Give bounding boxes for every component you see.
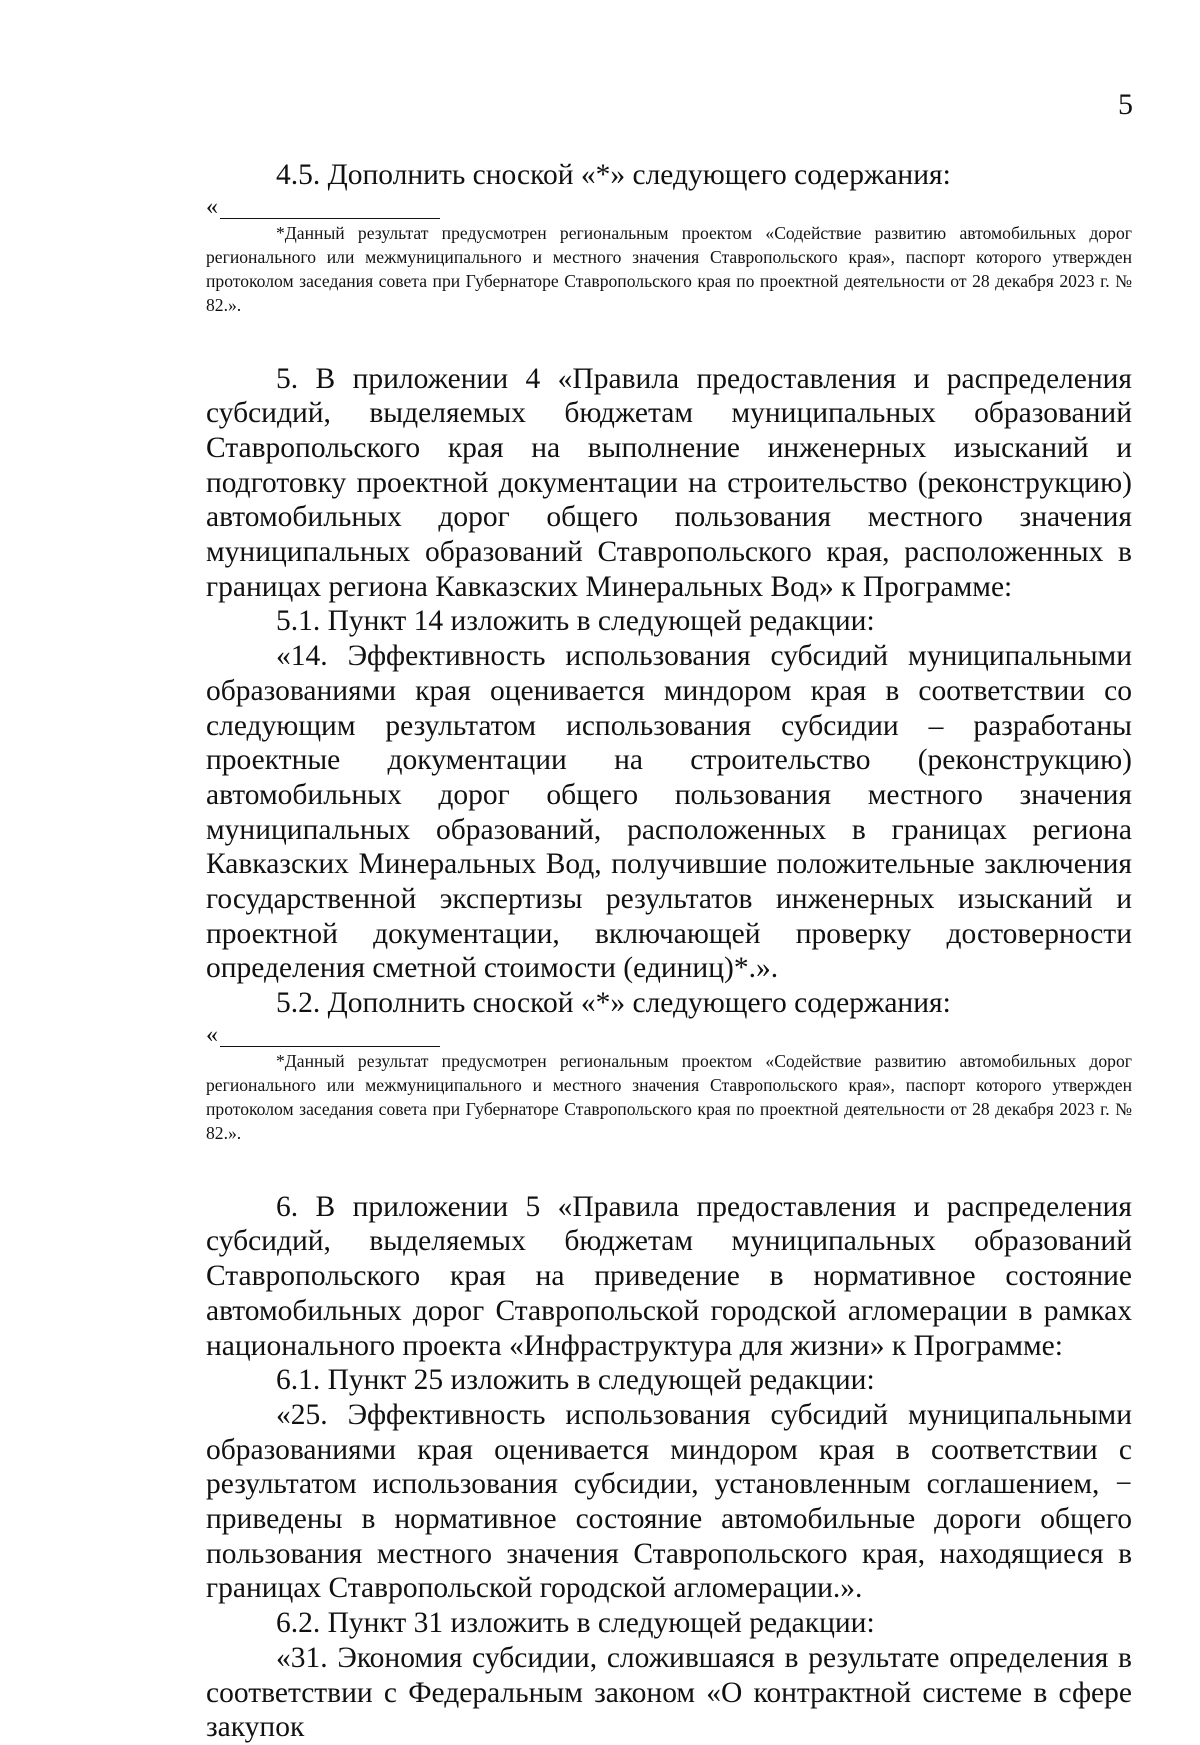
paragraph-item-14: «14. Эффективность использования субсидий муниципальными образованиями края оценивается миндором края в соответствии со следующим результатом использования субсидии – разработаны проектные документации на строительство (реконструкцию) автомобильных дорог общего пользования местного значения муниципальных образований, расположенных в границах региона Кавказских Минеральных Вод, получившие положительные заключения государственной экспертизы результатов инженерных изысканий и проектной документации, включающей проверку достоверности определения сметной стоимости (единиц)*.». [206, 640, 1132, 985]
footnote-text-1: *Данный результат предусмотрен региональным проектом «Содействие развитию автомобильных дорог регионального или межмуниципального и местного значения Ставропольского края», паспорт которого утвержден протоколом заседания совета при Губернаторе Ставропольского края по проектной деятельности от 28 декабря 2023 г. № 82.». [206, 222, 1132, 316]
paragraph-item-25: «25. Эффективность использования субсидий муниципальными образованиями края оценивается миндором края в соответствии с результатом использования субсидии, установленным соглашением, − приведены в нормативное состояние автомобильные дороги общего пользования местного значения Ставропольского края, находящиеся в границах Ставропольской городской агломерации.». [206, 1398, 1132, 1605]
footnote-text-2: *Данный результат предусмотрен региональным проектом «Содействие развитию автомобильных дорог регионального или межмуниципального и местного значения Ставропольского края», паспорт которого утвержден протоколом заседания совета при Губернаторе Ставропольского края по проектной деятельности от 28 декабря 2023 г. № 82.». [206, 1050, 1132, 1144]
page-number: 5 [1118, 88, 1133, 121]
footnote-separator-line [220, 1036, 440, 1047]
footnote-separator-line [220, 208, 440, 219]
paragraph-5: 5. В приложении 4 «Правила предоставления и распределения субсидий, выделяемых бюджетам муниципальных образований Ставропольского края на выполнение инженерных изысканий и подготовку проектной документации на строительство (реконструкцию) автомобильных дорог общего пользования местного значения муниципальных образований Ставропольского края, расположенных в границах региона Кавказских Минеральных Вод» к Программе: [206, 362, 1132, 603]
footnote-opening-1 [206, 195, 1132, 219]
paragraph-6: 6. В приложении 5 «Правила предоставления и распределения субсидий, выделяемых бюджетам муниципальных образований Ставропольского края на приведение в нормативное состояние автомобильных дорог Ставропольской городской агломерации в рамках национального проекта «Инфраструктура для жизни» к Программе: [206, 1190, 1132, 1362]
paragraph-5-2: 5.2. Дополнить сноской «*» следующего содержания: [276, 987, 951, 1020]
paragraph-6-2: 6.2. Пункт 31 изложить в следующей редакции: [276, 1607, 875, 1640]
paragraph-5-1: 5.1. Пункт 14 изложить в следующей редакции: [276, 605, 875, 638]
footnote-open-quote: « [206, 193, 218, 220]
paragraph-item-31: «31. Экономия субсидии, сложившаяся в результате определения в соответствии с Федеральным законом «О контрактной системе в сфере закупок [206, 1641, 1132, 1744]
document-body [206, 158, 1132, 1745]
footnote-opening-2 [206, 1023, 1132, 1047]
spacer [206, 318, 1132, 362]
footnote-open-quote: « [206, 1021, 218, 1048]
paragraph-6-1: 6.1. Пункт 25 изложить в следующей редакции: [276, 1364, 875, 1397]
spacer [206, 1146, 1132, 1190]
paragraph-4-5: 4.5. Дополнить сноской «*» следующего содержания: [276, 159, 951, 191]
